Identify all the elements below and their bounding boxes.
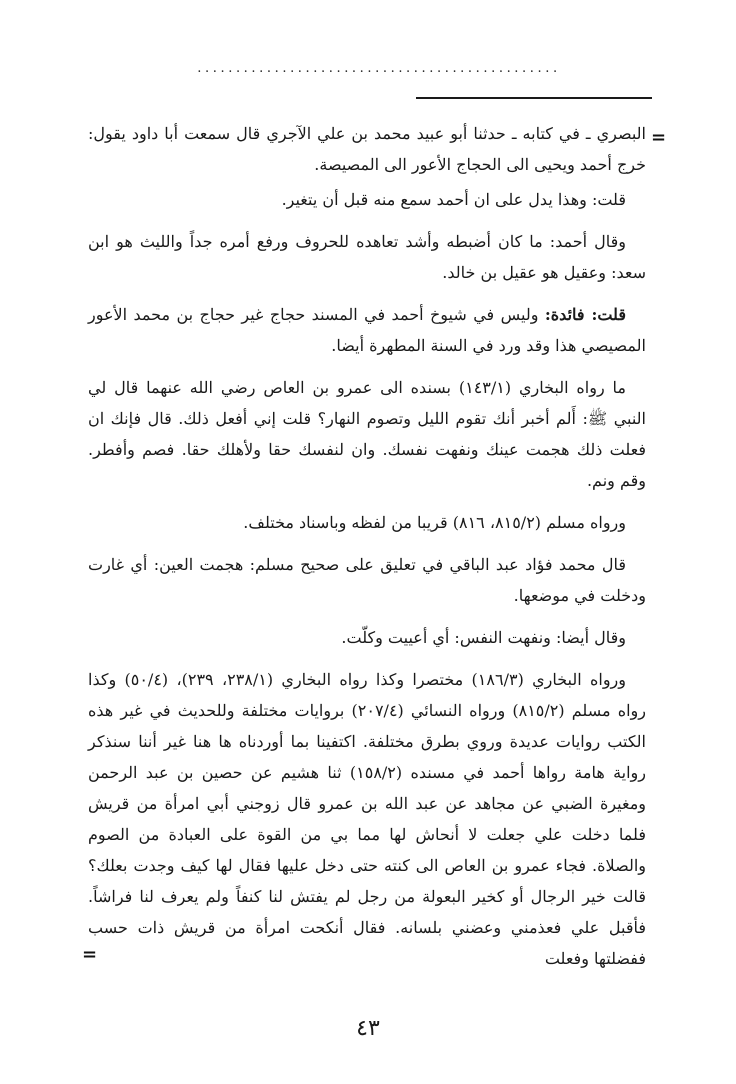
paragraph-2: قلت: وهذا يدل على ان أحمد سمع منه قبل أن يتغير. (281, 190, 626, 209)
paragraph-8: وقال أيضا: ونفهت النفس: أي أعييت وكلّت. (341, 628, 626, 647)
page-number: ٤٣ (356, 1016, 380, 1041)
continuation-mark-bottom: = (82, 944, 98, 965)
header-dotted-line: ............................................... (197, 62, 561, 76)
continuation-mark-top: = (651, 127, 667, 148)
paragraph-1: البصري ـ في كتابه ـ حدثنا أبو عبيد محمد بن علي الآجري قال سمعت أبا داود يقول: خرج أحمد ويحيى الى الحجاج الأعور الى المصيصة. (88, 124, 646, 174)
header-rule (416, 97, 652, 99)
paragraph-4 (88, 299, 646, 361)
paragraph-5: ما رواه البخاري (١٤٣/١) بسنده الى عمرو بن العاص رضي الله عنهما قال لي النبي ﷺ: أَلم أخبر أنك تقوم الليل وتصوم النهار؟ قلت إني أفعل ذلك. قال فإنك ان فعلت ذلك هجمت عينك ونفهت نفسك. وان لنفسك حقا ولأهلك حقا. فصم وأفطر. وقم ونم. (88, 378, 646, 490)
paragraph-7: قال محمد فؤاد عبد الباقي في تعليق على صحيح مسلم: هجمت العين: أي غارت ودخلت في موضعها. (88, 555, 646, 605)
note-text: وليس في شيوخ أحمد في المسند حجاج غير حجاج بن محمد الأعور المصيصي هذا وقد ورد في السنة المطهرة أيضا. (88, 305, 646, 355)
paragraph-9: ورواه البخاري (١٨٦/٣) مختصرا وكذا رواه البخاري (٢٣٨/١، ٢٣٩)، (٥٠/٤) وكذا رواه مسلم (٨١٥/٢) ورواه النسائي (٢٠٧/٤) بروايات مختلفة وللحديث في غير هذه الكتب روايات عديدة وروي بطرق مختلفة. اكتفينا بما أوردناه ها هنا غير أننا سنذكر رواية هامة رواها أحمد في مسنده (١٥٨/٢) ثنا هشيم عن حصين بن عبد الرحمن ومغيرة الضبي عن مجاهد عن عبد الله بن عمرو قال زوجني أبي امرأة من قريش فلما دخلت علي جعلت لا أنحاش لها مما بي من القوة على العبادة من الصوم والصلاة. فجاء عمرو بن العاص الى كنته حتى دخل عليها فقال لها كيف وجدت بعلك؟ قالت خير الرجال أو كخير البعولة من رجل لم يفتش لنا كنفاً ولم يعرف لنا فراشاً. فأقبل علي فعذمني وعضني بلسانه. فقال أنكحت امرأة من قريش ذات حسب ففضلتها وفعلت (88, 670, 647, 968)
paragraph-3: وقال أحمد: ما كان أضبطه وأشد تعاهده للحروف ورفع أمره جداً والليث هو ابن سعد: وعقيل هو عقيل بن خالد. (88, 232, 646, 282)
note-label: قلت: فائدة: (544, 305, 627, 324)
paragraph-6: ورواه مسلم (٨١٥/٢، ٨١٦) قريبا من لفظه وباسناد مختلف. (243, 513, 626, 532)
main-text (88, 118, 646, 985)
